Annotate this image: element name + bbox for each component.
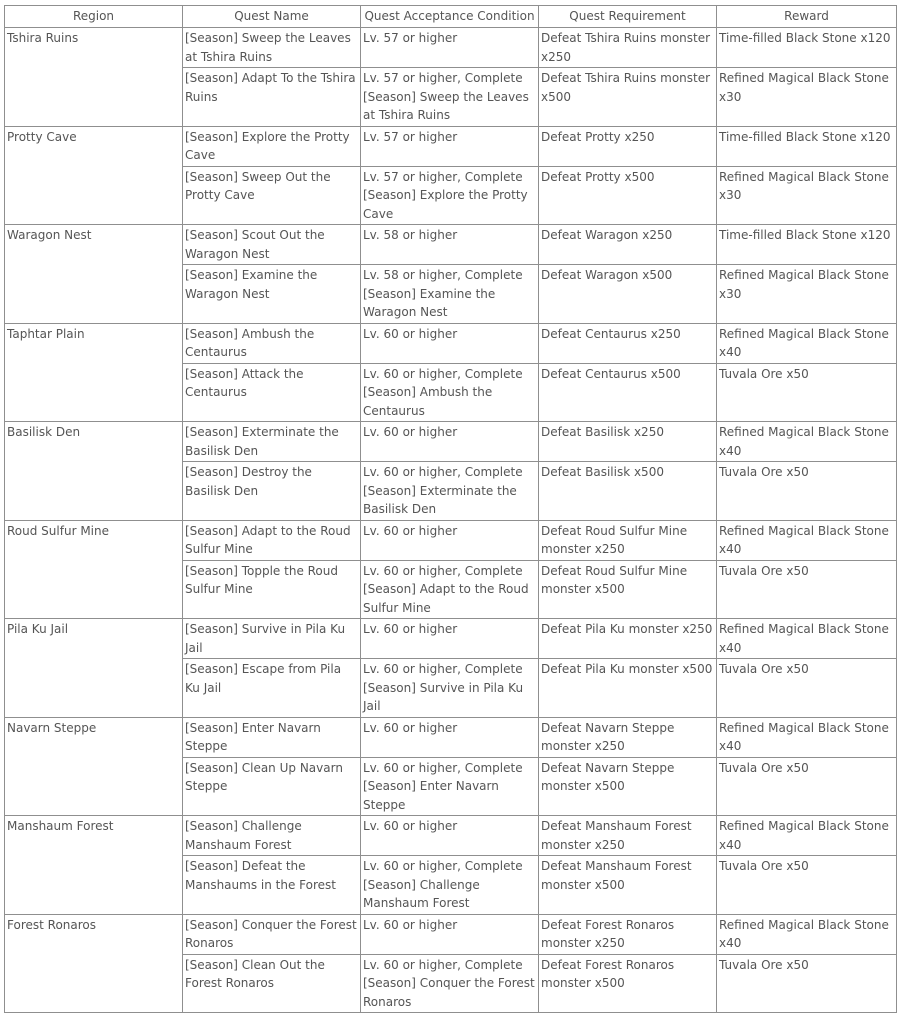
quest-name-cell: [Season] Sweep the Leaves at Tshira Ruins bbox=[183, 28, 361, 68]
quest-name-cell: [Season] Defeat the Manshaums in the Forest bbox=[183, 856, 361, 915]
quest-name-cell: [Season] Adapt To the Tshira Ruins bbox=[183, 68, 361, 127]
reward-cell: Tuvala Ore x50 bbox=[717, 659, 897, 718]
requirement-cell: Defeat Centaurus x500 bbox=[539, 363, 717, 422]
reward-cell: Refined Magical Black Stone x40 bbox=[717, 619, 897, 659]
condition-cell: Lv. 60 or higher bbox=[361, 816, 539, 856]
region-cell: Tshira Ruins bbox=[5, 28, 183, 127]
condition-cell: Lv. 60 or higher bbox=[361, 619, 539, 659]
table-row bbox=[5, 225, 897, 265]
quest-name-cell: [Season] Destroy the Basilisk Den bbox=[183, 462, 361, 521]
reward-cell: Refined Magical Black Stone x30 bbox=[717, 166, 897, 225]
requirement-cell: Defeat Waragon x500 bbox=[539, 265, 717, 324]
region-cell: Waragon Nest bbox=[5, 225, 183, 324]
requirement-cell: Defeat Forest Ronaros monster x250 bbox=[539, 914, 717, 954]
requirement-cell: Defeat Protty x500 bbox=[539, 166, 717, 225]
reward-cell: Refined Magical Black Stone x40 bbox=[717, 717, 897, 757]
reward-cell: Tuvala Ore x50 bbox=[717, 856, 897, 915]
requirement-cell: Defeat Waragon x250 bbox=[539, 225, 717, 265]
reward-cell: Tuvala Ore x50 bbox=[717, 560, 897, 619]
quest-table-body bbox=[5, 28, 897, 1013]
condition-cell: Lv. 60 or higher, Complete [Season] Enter Navarn Steppe bbox=[361, 757, 539, 816]
reward-cell: Tuvala Ore x50 bbox=[717, 363, 897, 422]
header-reward: Reward bbox=[717, 6, 897, 28]
header-acceptance-condition: Quest Acceptance Condition bbox=[361, 6, 539, 28]
quest-name-cell: [Season] Conquer the Forest Ronaros bbox=[183, 914, 361, 954]
reward-cell: Tuvala Ore x50 bbox=[717, 954, 897, 1013]
requirement-cell: Defeat Tshira Ruins monster x250 bbox=[539, 28, 717, 68]
reward-cell: Refined Magical Black Stone x40 bbox=[717, 323, 897, 363]
quest-name-cell: [Season] Topple the Roud Sulfur Mine bbox=[183, 560, 361, 619]
quest-name-cell: [Season] Clean Out the Forest Ronaros bbox=[183, 954, 361, 1013]
header-quest-name: Quest Name bbox=[183, 6, 361, 28]
requirement-cell: Defeat Tshira Ruins monster x500 bbox=[539, 68, 717, 127]
requirement-cell: Defeat Manshaum Forest monster x250 bbox=[539, 816, 717, 856]
condition-cell: Lv. 60 or higher bbox=[361, 914, 539, 954]
quest-name-cell: [Season] Examine the Waragon Nest bbox=[183, 265, 361, 324]
condition-cell: Lv. 57 or higher, Complete [Season] Sweep the Leaves at Tshira Ruins bbox=[361, 68, 539, 127]
quest-name-cell: [Season] Ambush the Centaurus bbox=[183, 323, 361, 363]
reward-cell: Refined Magical Black Stone x40 bbox=[717, 816, 897, 856]
reward-cell: Tuvala Ore x50 bbox=[717, 462, 897, 521]
reward-cell: Refined Magical Black Stone x40 bbox=[717, 520, 897, 560]
condition-cell: Lv. 58 or higher, Complete [Season] Examine the Waragon Nest bbox=[361, 265, 539, 324]
condition-cell: Lv. 60 or higher, Complete [Season] Adapt to the Roud Sulfur Mine bbox=[361, 560, 539, 619]
quest-name-cell: [Season] Sweep Out the Protty Cave bbox=[183, 166, 361, 225]
quest-table bbox=[4, 5, 897, 1013]
table-row bbox=[5, 816, 897, 856]
table-row bbox=[5, 619, 897, 659]
table-row bbox=[5, 717, 897, 757]
condition-cell: Lv. 60 or higher bbox=[361, 422, 539, 462]
requirement-cell: Defeat Forest Ronaros monster x500 bbox=[539, 954, 717, 1013]
condition-cell: Lv. 60 or higher bbox=[361, 323, 539, 363]
requirement-cell: Defeat Basilisk x500 bbox=[539, 462, 717, 521]
reward-cell: Refined Magical Black Stone x40 bbox=[717, 914, 897, 954]
condition-cell: Lv. 58 or higher bbox=[361, 225, 539, 265]
reward-cell: Time-filled Black Stone x120 bbox=[717, 28, 897, 68]
table-row bbox=[5, 126, 897, 166]
reward-cell: Refined Magical Black Stone x30 bbox=[717, 265, 897, 324]
quest-name-cell: [Season] Clean Up Navarn Steppe bbox=[183, 757, 361, 816]
condition-cell: Lv. 60 or higher, Complete [Season] Survive in Pila Ku Jail bbox=[361, 659, 539, 718]
condition-cell: Lv. 60 or higher, Complete [Season] Challenge Manshaum Forest bbox=[361, 856, 539, 915]
region-cell: Pila Ku Jail bbox=[5, 619, 183, 718]
quest-name-cell: [Season] Scout Out the Waragon Nest bbox=[183, 225, 361, 265]
header-row bbox=[5, 6, 897, 28]
region-cell: Taphtar Plain bbox=[5, 323, 183, 422]
quest-name-cell: [Season] Escape from Pila Ku Jail bbox=[183, 659, 361, 718]
region-cell: Protty Cave bbox=[5, 126, 183, 225]
requirement-cell: Defeat Centaurus x250 bbox=[539, 323, 717, 363]
quest-name-cell: [Season] Enter Navarn Steppe bbox=[183, 717, 361, 757]
region-cell: Navarn Steppe bbox=[5, 717, 183, 816]
region-cell: Basilisk Den bbox=[5, 422, 183, 521]
table-row bbox=[5, 323, 897, 363]
header-region: Region bbox=[5, 6, 183, 28]
condition-cell: Lv. 60 or higher bbox=[361, 520, 539, 560]
region-cell: Forest Ronaros bbox=[5, 914, 183, 1013]
requirement-cell: Defeat Navarn Steppe monster x500 bbox=[539, 757, 717, 816]
requirement-cell: Defeat Navarn Steppe monster x250 bbox=[539, 717, 717, 757]
table-row bbox=[5, 28, 897, 68]
region-cell: Roud Sulfur Mine bbox=[5, 520, 183, 619]
condition-cell: Lv. 57 or higher bbox=[361, 126, 539, 166]
quest-name-cell: [Season] Survive in Pila Ku Jail bbox=[183, 619, 361, 659]
requirement-cell: Defeat Roud Sulfur Mine monster x500 bbox=[539, 560, 717, 619]
quest-name-cell: [Season] Attack the Centaurus bbox=[183, 363, 361, 422]
table-row bbox=[5, 520, 897, 560]
condition-cell: Lv. 60 or higher, Complete [Season] Ambush the Centaurus bbox=[361, 363, 539, 422]
header-quest-requirement: Quest Requirement bbox=[539, 6, 717, 28]
reward-cell: Time-filled Black Stone x120 bbox=[717, 126, 897, 166]
quest-name-cell: [Season] Exterminate the Basilisk Den bbox=[183, 422, 361, 462]
reward-cell: Refined Magical Black Stone x40 bbox=[717, 422, 897, 462]
requirement-cell: Defeat Pila Ku monster x500 bbox=[539, 659, 717, 718]
reward-cell: Time-filled Black Stone x120 bbox=[717, 225, 897, 265]
reward-cell: Refined Magical Black Stone x30 bbox=[717, 68, 897, 127]
condition-cell: Lv. 57 or higher bbox=[361, 28, 539, 68]
condition-cell: Lv. 60 or higher, Complete [Season] Exterminate the Basilisk Den bbox=[361, 462, 539, 521]
condition-cell: Lv. 60 or higher bbox=[361, 717, 539, 757]
reward-cell: Tuvala Ore x50 bbox=[717, 757, 897, 816]
requirement-cell: Defeat Pila Ku monster x250 bbox=[539, 619, 717, 659]
requirement-cell: Defeat Roud Sulfur Mine monster x250 bbox=[539, 520, 717, 560]
condition-cell: Lv. 60 or higher, Complete [Season] Conquer the Forest Ronaros bbox=[361, 954, 539, 1013]
requirement-cell: Defeat Manshaum Forest monster x500 bbox=[539, 856, 717, 915]
quest-name-cell: [Season] Challenge Manshaum Forest bbox=[183, 816, 361, 856]
region-cell: Manshaum Forest bbox=[5, 816, 183, 915]
quest-name-cell: [Season] Adapt to the Roud Sulfur Mine bbox=[183, 520, 361, 560]
table-row bbox=[5, 914, 897, 954]
requirement-cell: Defeat Basilisk x250 bbox=[539, 422, 717, 462]
requirement-cell: Defeat Protty x250 bbox=[539, 126, 717, 166]
condition-cell: Lv. 57 or higher, Complete [Season] Explore the Protty Cave bbox=[361, 166, 539, 225]
table-row bbox=[5, 422, 897, 462]
quest-name-cell: [Season] Explore the Protty Cave bbox=[183, 126, 361, 166]
